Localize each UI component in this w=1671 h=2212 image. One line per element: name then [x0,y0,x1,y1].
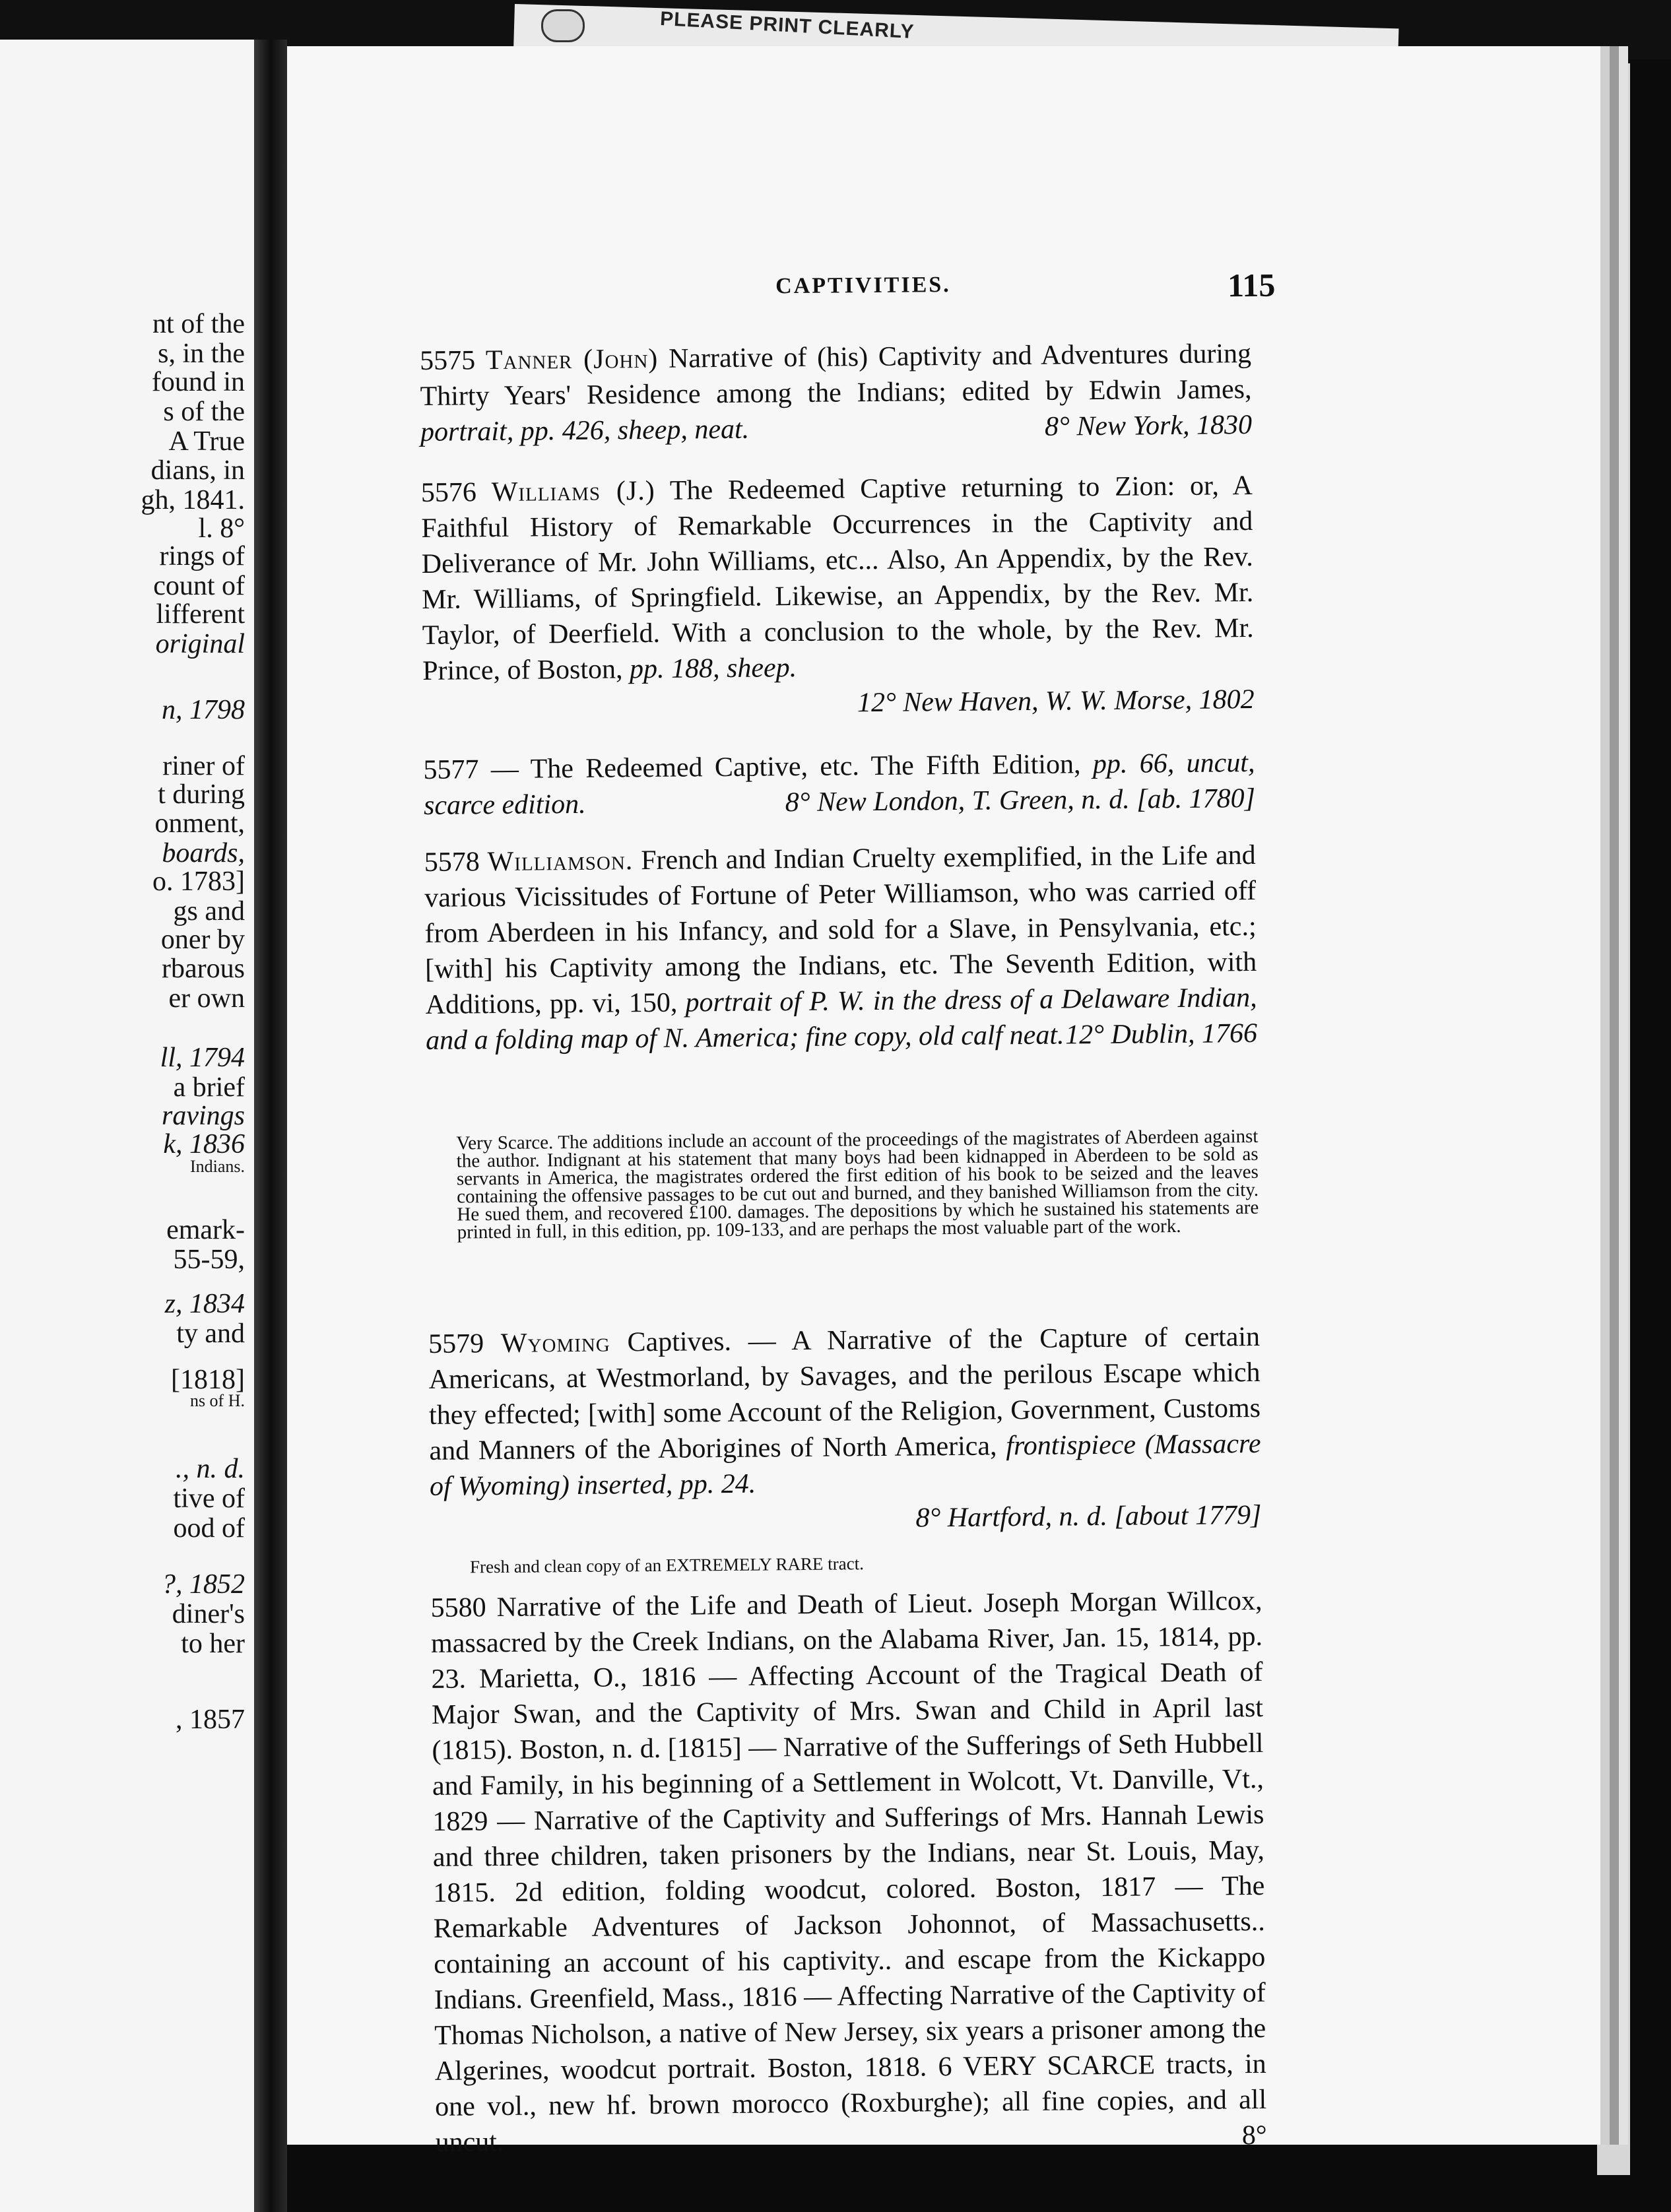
left-page-fragment: found in [151,367,245,397]
slip-circle-mark [541,9,585,42]
left-page-fragment: diner's [172,1599,245,1629]
left-page-fragment: gh, 1841. [141,485,245,515]
left-page-fragment: , 1857 [176,1705,245,1735]
entry-text: Captives. — A Narrative of the Capture of certain Americans, at Westmorland, by Savages, and the perilous Escape which they effected; [with] some Account of the Religion, Government, Customs and Manners of the Aborigines of North America, [428,1321,1261,1466]
entry-heading: Wyoming [500,1327,610,1359]
left-page-fragment: tive of [173,1483,245,1514]
entry-number: 5576 [420,477,477,508]
entry-description: portrait, pp. 426, sheep, neat. [420,414,750,447]
catalogue-entry-5577 [423,745,1255,824]
left-page-fragment: original [155,629,245,659]
entry-note-5579: Fresh and clean copy of an EXTREMELY RARE tract. [469,1553,865,1577]
left-page-fragment: n, 1798 [162,695,245,725]
left-page-fragment: to her [181,1629,245,1659]
entry-heading: Williams (J.) [491,475,655,508]
left-page-fragment: ty and [176,1318,245,1349]
entry-heading: Williamson. [487,845,634,878]
entry-description: frontispiece (Massacre of Wyoming) inserted, pp. 24. [429,1428,1261,1502]
entry-number: 5579 [428,1328,484,1359]
entry-text: Narrative of (his) Captivity and Adventures during Thirty Years' Residence among the Indians; edited by Edwin James, [420,339,1252,412]
left-page-fragment: 55-59, [173,1245,245,1275]
entry-number: 5577 [423,754,479,785]
left-page-fragment: [1818] [171,1365,245,1395]
entry-description: pp. 188, sheep. [629,653,797,685]
entry-text: The Redeemed Captive returning to Zion: or, A Faithful History of Remarkable Occurrences in the Captivity and Deliverance of Mr. John Williams, etc... Also, An Appendix, by the Rev. Mr. Williams, of Springfield. Likewise, an Appendix, by the Rev. Mr. Taylor, of Deerfield. With a conclusion to the whole, by the Rev. Mr. Prince, of Boston, [421,470,1254,686]
left-page-fragment: k, 1836 [163,1129,245,1159]
entry-number: 5578 [424,847,480,878]
left-page-fragment: count of [153,571,245,601]
left-page-fragment: gs and [173,896,245,927]
left-page-fragment: s, in the [158,339,245,369]
left-page-fragment: l. 8° [198,513,245,544]
left-facing-page [0,40,254,2212]
left-page-fragment: onment, [154,808,245,839]
left-page-fragment: ns of H. [189,1391,245,1410]
left-page-fragment: A True [168,426,245,457]
left-page-fragment: dians, in [150,455,245,486]
entry-imprint: 8° New York, 1830 [1044,409,1253,442]
left-page-fragment: s of the [163,397,245,427]
left-page-fragment: riner of [162,751,245,781]
entry-imprint: 8° New London, T. Green, n. d. [ab. 1780] [785,783,1256,818]
left-page-fragment: o. 1783] [152,866,245,897]
entry-text: Narrative of the Life and Death of Lieut. Joseph Morgan Willcox, massacred by the Creek Indians, on the Alabama River, Jan. 15, 1814, pp. 23. Marietta, O., 1816 — Affecting Account of the Tragical Death of Major Swan, and the Captivity of Mrs. Swan and Child in April last (1815). Boston, n. d. [1815] — Narrative of the Sufferings of Seth Hubbell and Family, in his beginning of a Settlement in Wolcott, Vt. Danville, Vt., 1829 — Narrative of the Captivity and Sufferings of Mrs. Hannah Lewis and three children, taken prisoners by the Indians, near St. Louis, May, 1815. 2d edition, folding woodcut, colored. Boston, 1817 — The Remarkable Adventures of Jackson Johonnot, of Massachusetts.. containing an account of his captivity.. and escape from the Kickappo Indians. Greenfield, Mass., 1816 — Affecting Narrative of the Captivity of Thomas Nicholson, a native of New Jersey, six years a prisoner among the Algerines, woodcut portrait. Boston, 1818. 6 VERY SCARCE tracts, in one vol., new hf. brown morocco (Roxburghe); all fine copies, and all uncut. [430,1585,1267,2158]
left-page-fragment: ravings [162,1101,245,1131]
catalogue-entry-5578 [424,837,1258,1058]
left-page-fragment: lifferent [156,599,245,630]
entry-description: portrait of P. W. in the dress of a Delaware Indian, and a folding map of N. America; fine copy, old calf neat. [425,982,1257,1056]
entry-text: The Redeemed Captive, etc. The Fifth Edition, [530,749,1081,785]
left-page-fragment: er own [168,983,245,1014]
left-page-fragment: Indians. [189,1157,245,1176]
left-page-fragment: oner by [160,925,245,955]
left-page-fragment: ll, 1794 [160,1043,245,1073]
entry-text: French and Indian Cruelty exemplified, in the Life and various Vicissitudes of Fortune of Peter Williamson, who was carried off from Aberdeen in his Infancy, and sold for a Slave, in Pensylvania, etc.; [with] his Captivity among the Indians, etc. The Seventh Edition, with Additions, pp. vi, 150, [424,839,1257,1020]
left-page-fragment: rbarous [162,954,245,984]
book-gutter [254,40,287,2212]
left-page-fragment: t during [158,779,245,810]
entry-heading: Tanner (John) [485,343,659,376]
left-page-fragment: rings of [159,541,245,571]
left-page-fragment: ., n. d. [176,1454,245,1484]
slip-label: PLEASE PRINT CLEARLY [659,7,915,44]
entry-note-5578: Very Scarce. The additions include an account of the proceedings of the magistrates of Aberdeen against the author. Indignant at his statement that many boys had been kidnapped in Aberdeen to be sold as servants in America, the magistrates ordered the first edition of his book to be seized and the leaves containing the offensive passages to be cut out and burned, and they banished Williamson from the city. He sued them, and recovered £100. damages. The depositions by which he sustained his statements are printed in full, in this edition, pp. 109-133, and are perhaps the most valuable part of the work. [456,1125,1259,1243]
page-number: 115 [1227,266,1276,304]
entry-imprint: 12° New Haven, W. W. Morse, 1802 [857,684,1255,719]
catalogue-entry-5579 [428,1319,1262,1540]
entry-imprint: 8° [1241,2120,1267,2151]
entry-imprint: 8° Hartford, n. d. [about 1779] [915,1499,1262,1534]
left-page-fragment: nt of the [152,309,245,339]
entry-description: pp. 66, uncut, scarce edition. [423,747,1255,821]
entry-number: 5575 [419,345,476,376]
left-page-fragment: z, 1834 [164,1289,245,1319]
left-page-fragment: ood of [173,1513,245,1544]
catalogue-entry-5580 [430,1583,1266,2161]
left-page-fragment: emark- [166,1215,245,1245]
running-head: CAPTIVITIES. [775,272,951,299]
catalogue-entry-5576 [421,468,1255,725]
left-page-fragment: boards, [162,838,245,868]
left-page-fragment: ?, 1852 [162,1569,245,1600]
entry-imprint: 12° Dublin, 1766 [1065,1018,1258,1051]
entry-number: 5580 [430,1592,486,1623]
catalogue-entry-5575 [420,336,1252,450]
entry-heading: — [490,754,519,785]
left-page-fragment: a brief [173,1072,245,1103]
